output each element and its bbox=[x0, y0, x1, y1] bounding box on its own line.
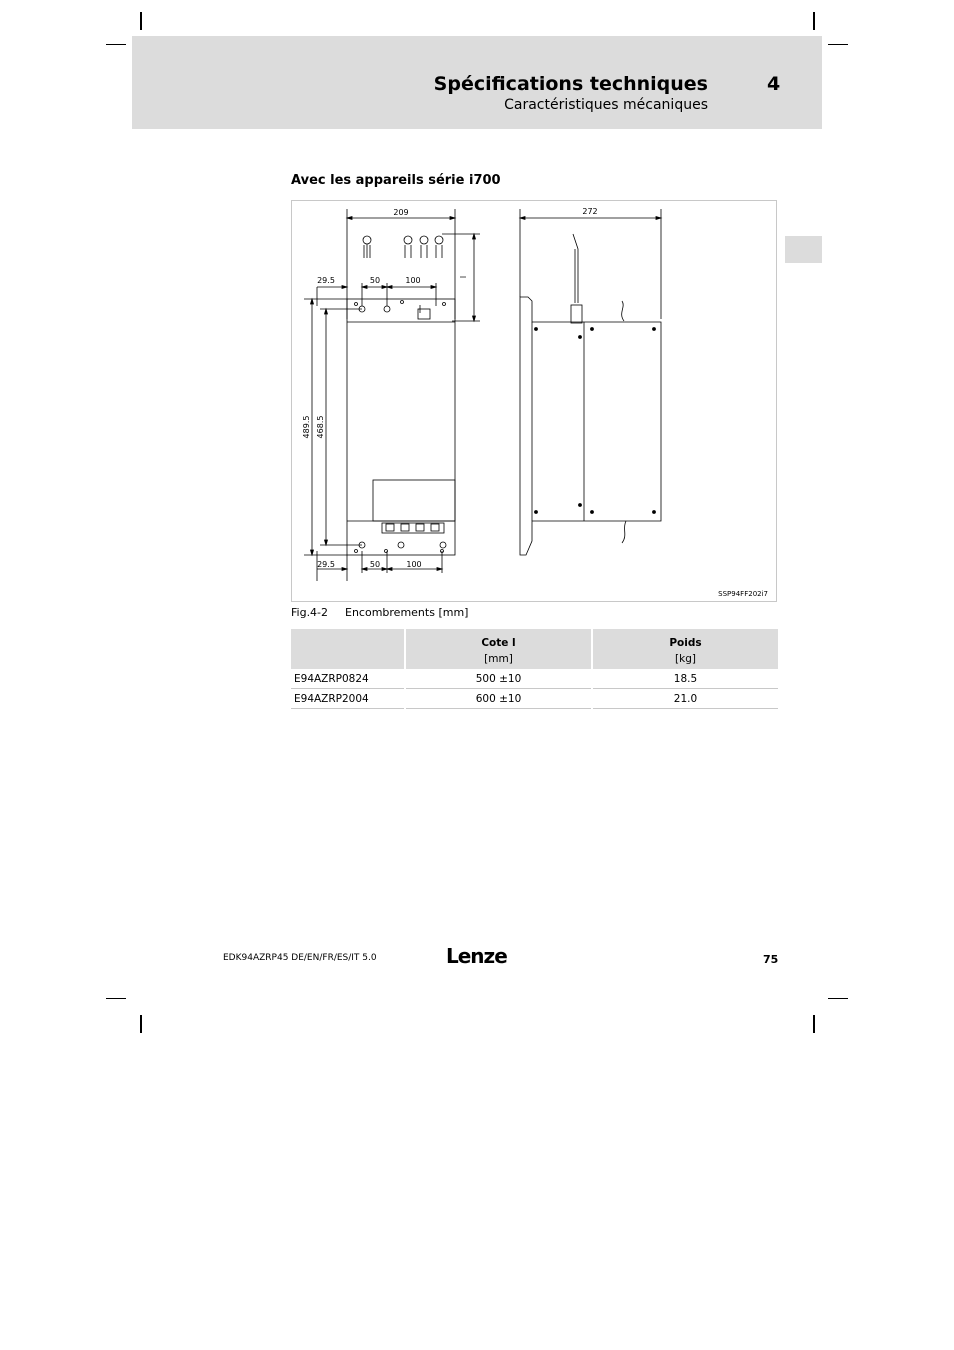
cable-lugs bbox=[363, 236, 443, 258]
chapter-tab bbox=[785, 236, 822, 263]
table-cell: E94AZRP2004 bbox=[291, 689, 405, 709]
table-header-cell: Poids bbox=[592, 629, 778, 649]
chapter-number: 4 bbox=[767, 73, 781, 95]
table-cell: 500 ±10 bbox=[405, 669, 592, 689]
page-subtitle: Caractéristiques mécaniques bbox=[504, 97, 708, 113]
table-header-row bbox=[291, 629, 778, 649]
dim-offset-bottom: 29.5 bbox=[317, 560, 335, 569]
dim-width-front: 209 bbox=[393, 208, 409, 217]
document-id: EDK94AZRP45 DE/EN/FR/ES/IT 5.0 bbox=[223, 953, 377, 963]
table-cell: 21.0 bbox=[592, 689, 778, 709]
table-unit-cell: [mm] bbox=[405, 649, 592, 669]
dim-spacing-top-2: 100 bbox=[405, 276, 421, 285]
table-header-cell bbox=[291, 629, 405, 649]
dim-height-holes: 468.5 bbox=[316, 415, 325, 439]
crop-mark bbox=[106, 44, 126, 45]
caption-number: Fig.4-2 bbox=[291, 606, 329, 619]
dim-spacing-bottom: 50 bbox=[369, 560, 381, 569]
page-number: 75 bbox=[763, 953, 779, 966]
table-row bbox=[291, 669, 778, 689]
dimension-drawing bbox=[291, 200, 777, 602]
crop-mark bbox=[813, 12, 815, 30]
dimension-drawing-svg bbox=[292, 201, 778, 603]
specs-table bbox=[291, 629, 778, 709]
dim-spacing-top: 50 bbox=[369, 276, 381, 285]
table-row bbox=[291, 689, 778, 709]
page-title: Spécifications techniques bbox=[433, 73, 708, 95]
crop-mark bbox=[828, 998, 848, 999]
section-heading: Avec les appareils série i700 bbox=[291, 173, 501, 188]
table-cell: 600 ±10 bbox=[405, 689, 592, 709]
caption-text: Encombrements [mm] bbox=[345, 606, 469, 619]
crop-mark bbox=[828, 44, 848, 45]
crop-mark bbox=[140, 1015, 142, 1033]
crop-mark bbox=[813, 1015, 815, 1033]
brand-logo: Lenze bbox=[446, 944, 507, 968]
dim-height-total: 489.5 bbox=[302, 415, 311, 439]
dim-width-side: 272 bbox=[582, 207, 598, 216]
table-header-cell: Cote l bbox=[405, 629, 592, 649]
figure-caption bbox=[291, 606, 469, 619]
crop-mark bbox=[106, 998, 126, 999]
figure-code: SSP94FF202i7 bbox=[718, 590, 768, 598]
table-cell: 18.5 bbox=[592, 669, 778, 689]
table-unit-row bbox=[291, 649, 778, 669]
table-unit-cell: [kg] bbox=[592, 649, 778, 669]
crop-mark bbox=[140, 12, 142, 30]
dim-cable-length: l bbox=[459, 275, 468, 279]
table-unit-cell bbox=[291, 649, 405, 669]
table-cell: E94AZRP0824 bbox=[291, 669, 405, 689]
dim-spacing-bottom-2: 100 bbox=[406, 560, 422, 569]
dim-offset-top: 29.5 bbox=[317, 276, 335, 285]
